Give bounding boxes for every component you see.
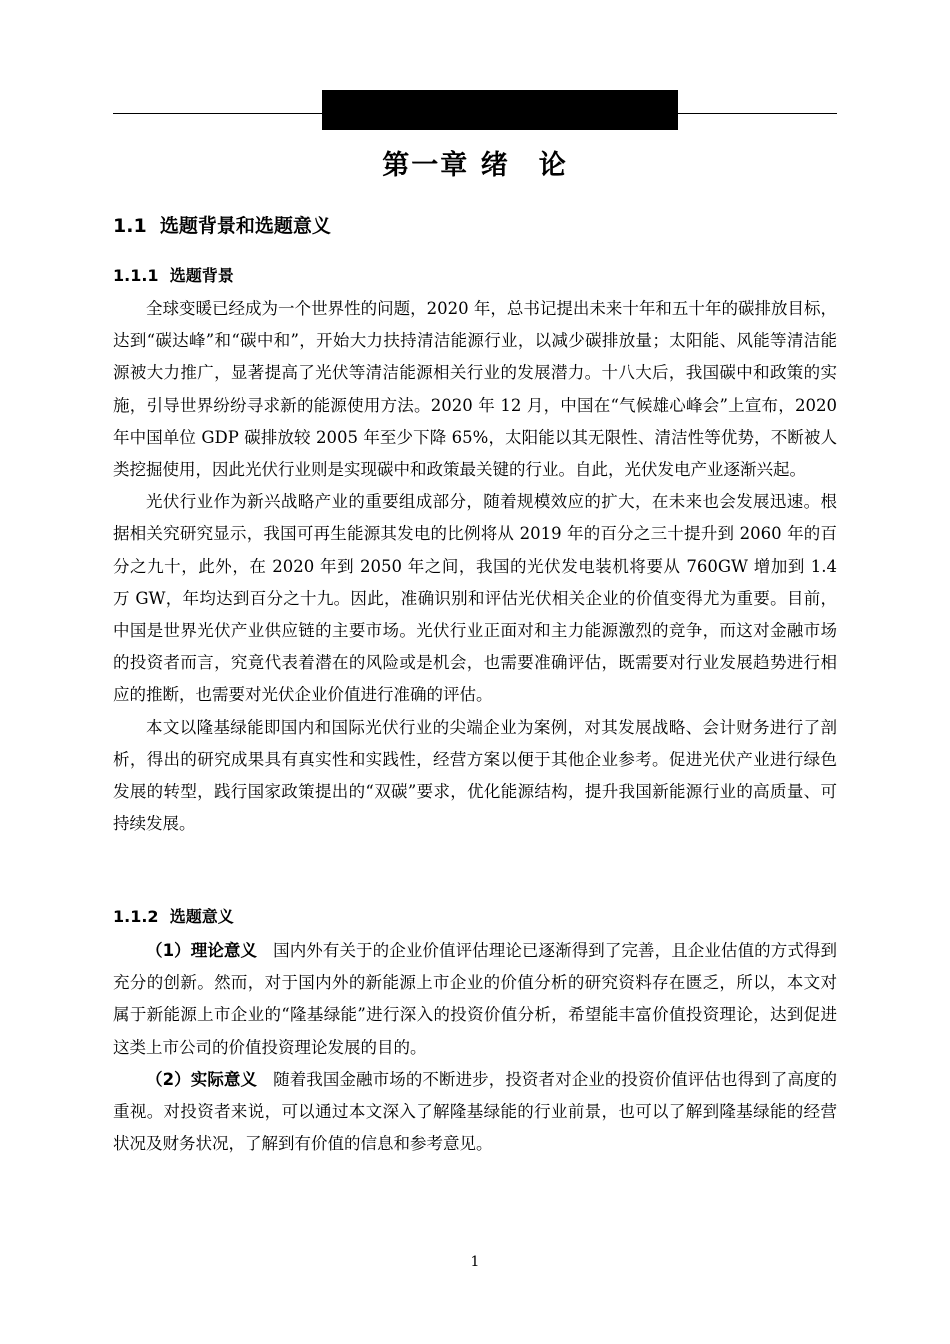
background-paragraph: 本文以隆基绿能即国内和国际光伏行业的尖端企业为案例，对其发展战略、会计财务进行了剖析，得出的研究成果具有真实性和实践性，经营方案以便于其他企业参考。促进光伏产业进行绿色发展的转型，践行国家政策提出的“双碳”要求，优化能源结构，提升我国新能源行业的高质量、可持续发展。 [113,717,837,834]
significance-item-theory [113,935,837,1064]
section-heading: 1.1 选题背景和选题意义 [113,215,331,237]
significance-item-practice [113,1064,837,1161]
background-paragraph: 光伏行业作为新兴战略产业的重要组成部分，随着规模效应的扩大，在未来也会发展迅速。根据相关究研究显示，我国可再生能源其发电的比例将从 2019 年的百分之三十提升到 2060 年的百分之九十，此外，在 2020 年到 2050 年之间，我国的光伏发电装机将要从 760GW 增加到 1.4 万 GW，年均达到百分之十九。因此，准确识别和评估光伏相关企业的价值变得尤为重要。目前，中国是世界光伏产业供应链的主要市场。光伏行业正面对和主力能源激烈的竞争，而这对金融市场的投资者而言，究竟代表着潜在的风险或是机会，也需要准确评估，既需要对行业发展趋势进行相应的推断，也需要对光伏企业价值进行准确的评估。 [113,492,837,705]
chapter-title: 第一章 绪 论 [382,150,568,181]
subsection-heading-significance: 1.1.2 选题意义 [113,907,234,926]
page-number: 1 [470,1254,480,1270]
significance-label: （1）理论意义 [146,941,258,960]
header-bar [322,90,678,130]
subsection-heading-background: 1.1.1 选题背景 [113,266,234,285]
background-body [113,293,837,840]
significance-text: 国内外有关于的企业价值评估理论已逐渐得到了完善，且企业估值的方式得到充分的创新。然而，对于国内外的新能源上市企业的价值分析的研究资料存在匮乏，所以，本文对属于新能源上市企业的“隆基绿能”进行深入的投资价值分析，希望能丰富价值投资理论，达到促进这类上市公司的价值投资理论发展的目的。 [113,941,838,1057]
significance-label: （2）实际意义 [146,1069,258,1089]
significance-body [113,935,837,1160]
background-paragraph: 全球变暖已经成为一个世界性的问题，2020 年，总书记提出未来十年和五十年的碳排放目标，达到“碳达峰”和“碳中和”，开始大力扶持清洁能源行业，以减少碳排放量；太阳能、风能等清洁能源被大力推广，显著提高了光伏等清洁能源相关行业的发展潜力。十八大后，我国碳中和政策的实施，引导世界纷纷寻求新的能源使用方法。2020 年 12 月，中国在“气候雄心峰会”上宣布，2020 年中国单位 GDP 碳排放较 2005 年至少下降 65%，太阳能以其无限性、清洁性等优势，不断被人类挖掘使用，因此光伏行业则是实现碳中和政策最关键的行业。自此，光伏发电产业逐渐兴起。 [113,299,837,480]
significance-text: 随着我国金融市场的不断进步，投资者对企业的投资价值评估也得到了高度的重视。对投资者来说，可以通过本文深入了解隆基绿能的行业前景，也可以了解到隆基绿能的经营状况及财务状况，了解到有价值的信息和参考意见。 [113,1069,838,1154]
